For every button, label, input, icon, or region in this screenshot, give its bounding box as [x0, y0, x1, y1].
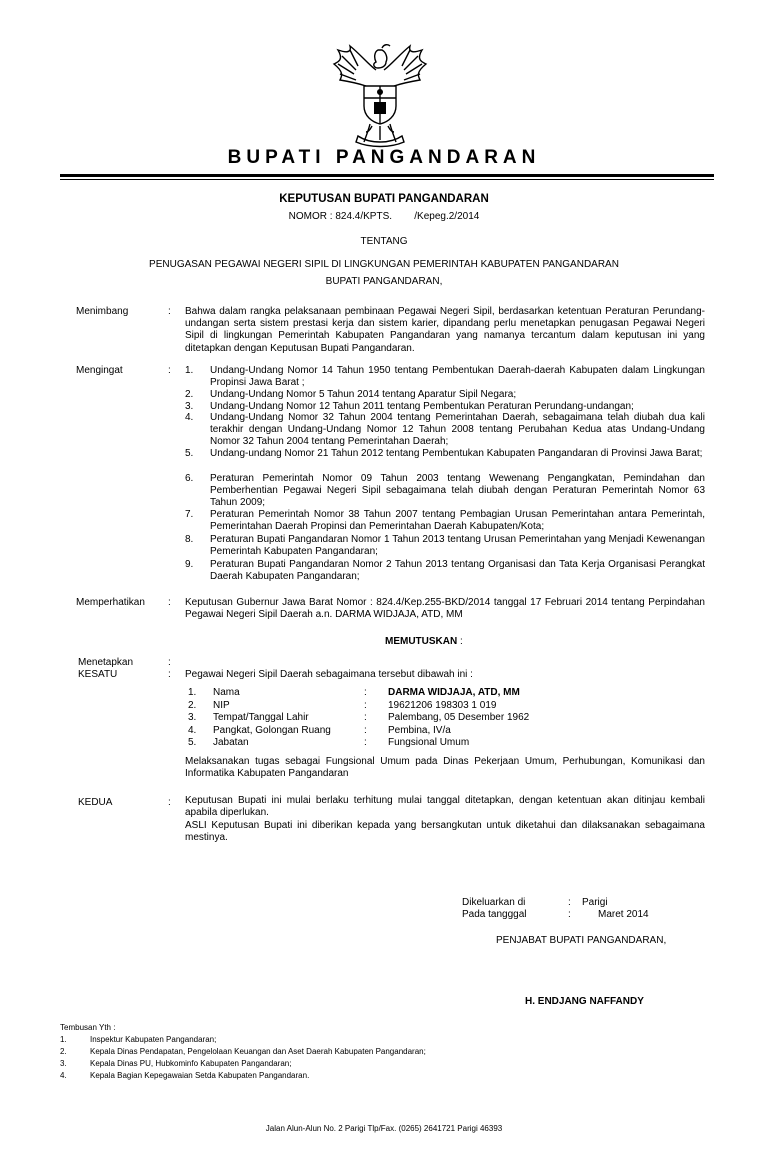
garuda-emblem-icon [330, 40, 430, 150]
menimbang-colon: : [168, 306, 171, 317]
tembusan-num: 3. [60, 1059, 67, 1068]
header-rule-thick [60, 174, 714, 177]
identity-num: 1. [188, 687, 197, 698]
mengingat-item-num: 6. [185, 473, 194, 484]
mengingat-item-num: 1. [185, 365, 194, 376]
issued-date-colon: : [568, 909, 571, 920]
identity-num: 2. [188, 699, 197, 711]
identity-value: DARMA WIDJAJA, ATD, MM [388, 687, 520, 698]
tembusan-title: Tembusan Yth : [60, 1023, 116, 1032]
identity-row [188, 737, 708, 749]
tembusan-text: Kepala Dinas Pendapatan, Pengelolaan Keuangan dan Aset Daerah Kabupaten Pangandaran; [90, 1047, 426, 1056]
tembusan-text: Kepala Dinas PU, Hubkominfo Kabupaten Pangandaran; [90, 1059, 292, 1068]
memperhatikan-text: Keputusan Gubernur Jawa Barat Nomor : 824.4/Kep.255-BKD/2014 tanggal 17 Februari 2014 tentang Perpindahan Pegawai Negeri Sipil Daerah a.n. DARMA WIDJAJA, ATD, MM [185, 597, 705, 621]
signatory-position: PENJABAT BUPATI PANGANDARAN, [496, 935, 667, 946]
mengingat-item-num: 4. [185, 412, 194, 423]
kedua-colon: : [168, 797, 171, 808]
identity-colon: : [364, 712, 367, 723]
issued-date-label: Pada tangggal [462, 909, 527, 920]
tembusan-item [60, 1047, 660, 1057]
kedua-label: KEDUA [78, 797, 113, 808]
menimbang-label: Menimbang [76, 306, 129, 317]
identity-value: 19621206 198303 1 019 [388, 699, 497, 711]
footer-address: Jalan Alun-Alun No. 2 Parigi Tlp/Fax. (0265) 2641721 Parigi 46393 [265, 1124, 503, 1133]
memperhatikan-colon: : [168, 597, 171, 608]
decree-number: NOMOR : 824.4/KPTS. /Kepeg.2/2014 [288, 211, 480, 222]
decree-heading: KEPUTUSAN BUPATI PANGANDARAN [279, 193, 489, 205]
identity-row [188, 700, 708, 712]
kesatu-colon: : [168, 669, 171, 680]
identity-num: 3. [188, 712, 197, 723]
page-title: BUPATI PANGANDARAN [227, 147, 541, 168]
tembusan-num: 1. [60, 1035, 67, 1044]
mengingat-item-text: Peraturan Pemerintah Nomor 38 Tahun 2007 tentang Pembagian Urusan Pemerintahan antara Pemerintah, Pemerintahan Daerah Propinsi dan Pemerintahan Daerah Kabupaten/Kota; [210, 509, 705, 533]
kedua-text-2: ASLI Keputusan Bupati ini diberikan kepada yang bersangkutan untuk diketahui dan dilaksanakan sebagaimana mestinya. [185, 820, 705, 844]
identity-num: 4. [188, 724, 197, 736]
kedua-text-1: Keputusan Bupati ini mulai berlaku terhitung mulai tanggal ditetapkan, dengan ketentuan akan ditinjau kembali apabila diperlukan. [185, 795, 705, 819]
identity-value: Palembang, 05 Desember 1962 [388, 712, 530, 723]
mengingat-item-num: 8. [185, 534, 194, 545]
tembusan-item [60, 1059, 660, 1069]
identity-colon: : [364, 724, 367, 736]
mengingat-item [185, 365, 705, 389]
mengingat-item [185, 412, 705, 448]
identity-colon: : [364, 687, 367, 698]
mengingat-item [185, 534, 705, 558]
menimbang-text: Bahwa dalam rangka pelaksanaan pembinaan Pegawai Negeri Sipil, berdasarkan ketentuan Peraturan Perundang-undangan serta sistem prestasi kerja dan sistem karier, dipandang perlu menetapkan penugasan Pegawai Negeri Sipil di lingkungan Pemerintah Kabupaten Pangandaran yang namanya tercantum dalam keputusan ini yang ditetapkan dengan Keputusan Bupati Pangandaran. [185, 306, 705, 354]
mengingat-item-text: Undang-undang Nomor 21 Tahun 2012 tentang Pembentukan Kabupaten Pangandaran di Provinsi Jawa Barat; [210, 448, 703, 459]
menetapkan-colon: : [168, 657, 171, 668]
identity-value: Fungsional Umum [388, 737, 470, 748]
identity-field: NIP [213, 699, 230, 711]
decree-subject: PENUGASAN PEGAWAI NEGERI SIPIL DI LINGKUNGAN PEMERINTAH KABUPATEN PANGANDARAN [149, 259, 619, 270]
mengingat-item-num: 2. [185, 389, 194, 400]
identity-num: 5. [188, 737, 197, 748]
mengingat-item [185, 448, 705, 472]
identity-table [188, 687, 708, 751]
tembusan-text: Inspektur Kabupaten Pangandaran; [90, 1035, 217, 1044]
mengingat-item [185, 559, 705, 583]
mengingat-item-text: Undang-Undang Nomor 32 Tahun 2004 tentang Pemerintahan Daerah, sebagaimana telah diubah dua kali terakhir dengan Undang-Undang Nomor 12 Tahun 2008 tentang Perubahan Kedua atas Undang-Undang Nomor 32 Tahun 2004 tentang Pemerintahan Daerah; [210, 412, 705, 448]
mengingat-item-text: Peraturan Bupati Pangandaran Nomor 1 Tahun 2013 tentang Urusan Pemerintahan yang Menjadi Kewenangan Pemerintah Kabupaten Pangandaran; [210, 534, 705, 558]
identity-colon: : [364, 737, 367, 748]
memutuskan-colon: : [460, 636, 463, 647]
identity-row [188, 687, 708, 699]
mengingat-item [185, 473, 705, 509]
memperhatikan-label: Memperhatikan [76, 597, 145, 608]
mengingat-item-num: 9. [185, 559, 194, 570]
identity-row [188, 712, 708, 724]
tembusan-item [60, 1071, 660, 1081]
identity-value: Pembina, IV/a [388, 724, 451, 736]
tembusan-num: 4. [60, 1071, 67, 1080]
mengingat-item-text: Peraturan Pemerintah Nomor 09 Tahun 2003 tentang Wewenang Pengangkatan, Pemindahan dan Pemberhentian Pegawai Negeri Sipil sebagaimana telah diubah dengan Peraturan Pemerintah Nomor 63 Tahun 2009; [210, 473, 705, 509]
mengingat-label: Mengingat [76, 365, 123, 376]
decree-issuer: BUPATI PANGANDARAN, [325, 276, 443, 287]
identity-field: Jabatan [213, 737, 249, 748]
issued-at-label: Dikeluarkan di [462, 897, 526, 908]
kesatu-intro: Pegawai Negeri Sipil Daerah sebagaimana tersebut dibawah ini : [185, 669, 473, 680]
mengingat-colon: : [168, 365, 171, 376]
mengingat-item-text: Undang-Undang Nomor 5 Tahun 2014 tentang Aparatur Sipil Negara; [210, 389, 517, 400]
header-rule-thin [60, 179, 714, 180]
mengingat-item-num: 5. [185, 448, 194, 459]
issued-at-value: Parigi [582, 897, 608, 908]
issued-at-colon: : [568, 897, 571, 908]
menetapkan-label: Menetapkan [78, 657, 134, 668]
mengingat-item-num: 7. [185, 509, 194, 520]
tembusan-text: Kepala Bagian Kepegawaian Setda Kabupaten Pangandaran. [90, 1071, 310, 1080]
tembusan-item [60, 1035, 660, 1045]
mengingat-item [185, 509, 705, 533]
identity-field: Tempat/Tanggal Lahir [213, 712, 309, 723]
kesatu-label: KESATU [78, 669, 118, 680]
mengingat-item [185, 389, 705, 401]
kesatu-task: Melaksanakan tugas sebagai Fungsional Umum pada Dinas Pekerjaan Umum, Perhubungan, Komunikasi dan Informatika Kabupaten Pangandaran [185, 756, 705, 780]
identity-colon: : [364, 699, 367, 711]
mengingat-item-text: Undang-Undang Nomor 12 Tahun 2011 tentang Pembentukan Peraturan Perundang-undangan; [210, 401, 634, 412]
tembusan-num: 2. [60, 1047, 67, 1056]
memutuskan-title: MEMUTUSKAN [385, 636, 458, 647]
identity-row [188, 725, 708, 737]
mengingat-item-num: 3. [185, 401, 194, 412]
issued-date-value: Maret 2014 [598, 909, 649, 920]
identity-field: Nama [213, 687, 240, 698]
decree-about: TENTANG [360, 236, 408, 247]
mengingat-item-text: Peraturan Bupati Pangandaran Nomor 2 Tahun 2013 tentang Organisasi dan Tata Kerja Organisasi Perangkat Daerah Kabupaten Pangandaran; [210, 559, 705, 583]
memutuskan-heading [385, 636, 463, 647]
mengingat-item-text: Undang-Undang Nomor 14 Tahun 1950 tentang Pembentukan Daerah-daerah Kabupaten dalam Lingkungan Propinsi Jawa Barat ; [210, 365, 705, 389]
signatory-name: H. ENDJANG NAFFANDY [525, 996, 644, 1007]
identity-field: Pangkat, Golongan Ruang [213, 724, 331, 736]
